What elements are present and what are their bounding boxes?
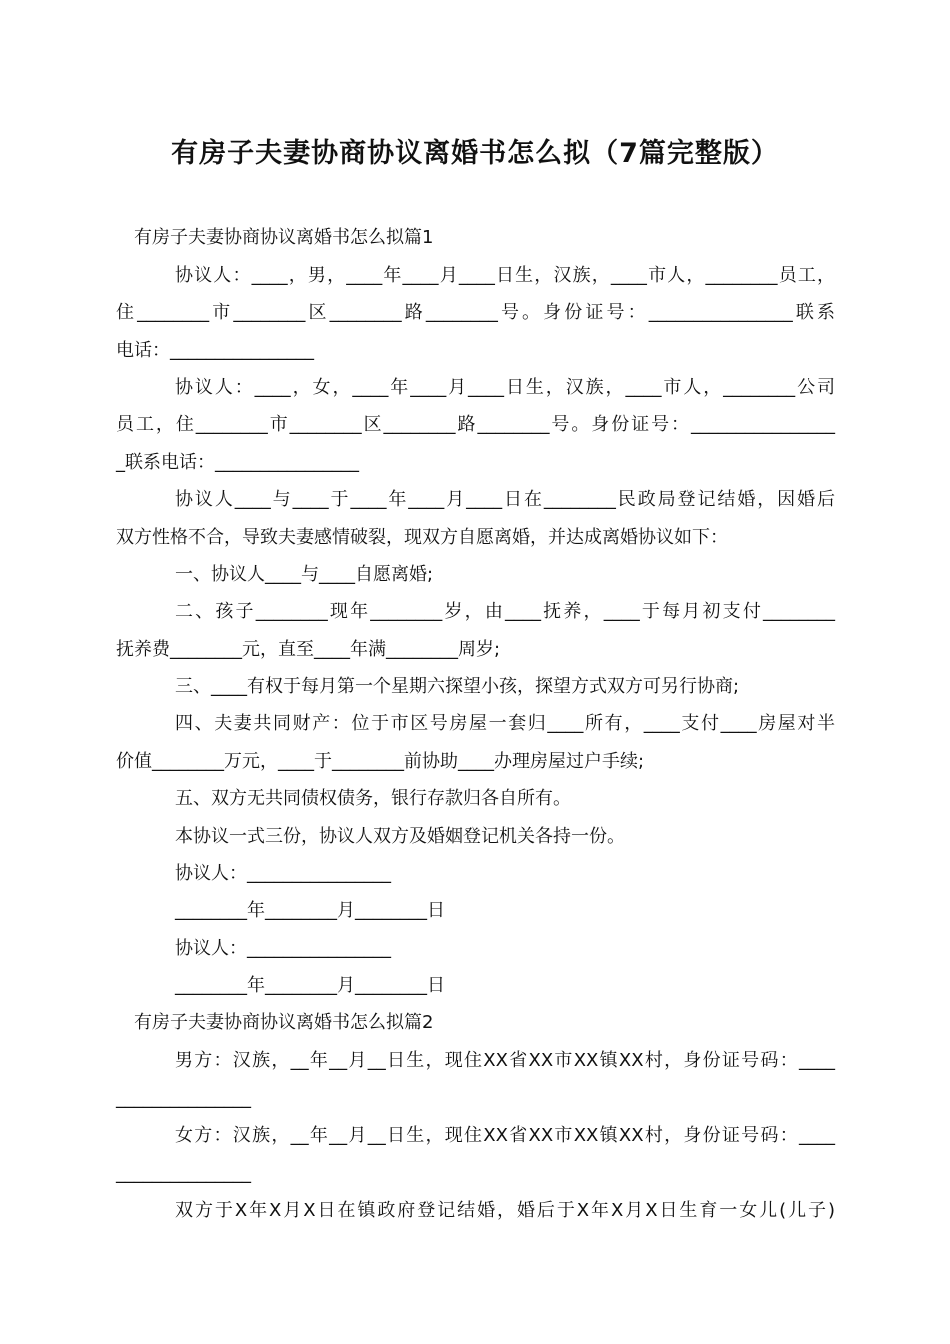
- signature-party2: 协议人：________________: [175, 938, 391, 959]
- woman-info-line1: 女方：汉族，__年__月__日生，现住XX省XX市XX镇XX村，身份证号码：____: [175, 1125, 835, 1146]
- man-info-line2: _______________: [116, 1088, 251, 1109]
- section-heading-2: 有房子夫妻协商协议离婚书怎么拟篇2: [134, 1012, 434, 1033]
- clause-1: 一、协议人____与____自愿离婚;: [175, 564, 434, 585]
- signature-date2: ________年________月________日: [175, 975, 445, 996]
- clause-2-line2: 抚养费________元，直至____年满________周岁;: [116, 639, 501, 660]
- party2-line2: 员工，住________市________区________路________号。身份证号：________________: [116, 414, 835, 435]
- signature-date1: ________年________月________日: [175, 900, 445, 921]
- document-title: 有房子夫妻协商协议离婚书怎么拟（7篇完整版）: [171, 138, 779, 169]
- section-heading-1: 有房子夫妻协商协议离婚书怎么拟篇1: [134, 227, 434, 248]
- woman-info-line2: _______________: [116, 1163, 251, 1184]
- clause-4-line2: 价值________万元，____于________前协助____办理房屋过户手续;: [116, 751, 645, 772]
- party1-line3: 电话：________________: [116, 340, 314, 361]
- man-info-line1: 男方：汉族，__年__月__日生，现住XX省XX市XX镇XX村，身份证号码：____: [175, 1050, 835, 1071]
- clause-4-line1: 四、夫妻共同财产：位于市区号房屋一套归____所有，____支付____房屋对半: [175, 713, 835, 734]
- preamble-line2: 双方性格不合，导致夫妻感情破裂，现双方自愿离婚，并达成离婚协议如下：: [116, 527, 728, 548]
- clause-2-line1: 二、孩子________现年________岁，由____抚养，____于每月初支付________: [175, 601, 835, 622]
- clause-5: 五、双方无共同债权债务，银行存款归各自所有。: [175, 788, 571, 809]
- marriage-info-line1: 双方于X年X月X日在镇政府登记结婚，婚后于X年X月X日生育一女儿(儿子): [175, 1200, 835, 1221]
- party2-line3: _联系电话：________________: [116, 452, 359, 473]
- preamble-line1: 协议人____与____于____年____月____日在________民政局登记结婚，因婚后: [175, 489, 835, 510]
- party1-line2: 住________市________区________路________号。身份证号：________________联系: [116, 302, 835, 323]
- clause-3: 三、____有权于每月第一个星期六探望小孩，探望方式双方可另行协商;: [175, 676, 740, 697]
- party2-line1: 协议人：____，女，____年____月____日生，汉族，____市人，________公司: [175, 377, 835, 398]
- copies-statement: 本协议一式三份，协议人双方及婚姻登记机关各持一份。: [175, 826, 625, 847]
- party1-line1: 协议人：____，男，____年____月____日生，汉族，____市人，________员工，: [175, 265, 835, 286]
- signature-party1: 协议人：________________: [175, 863, 391, 884]
